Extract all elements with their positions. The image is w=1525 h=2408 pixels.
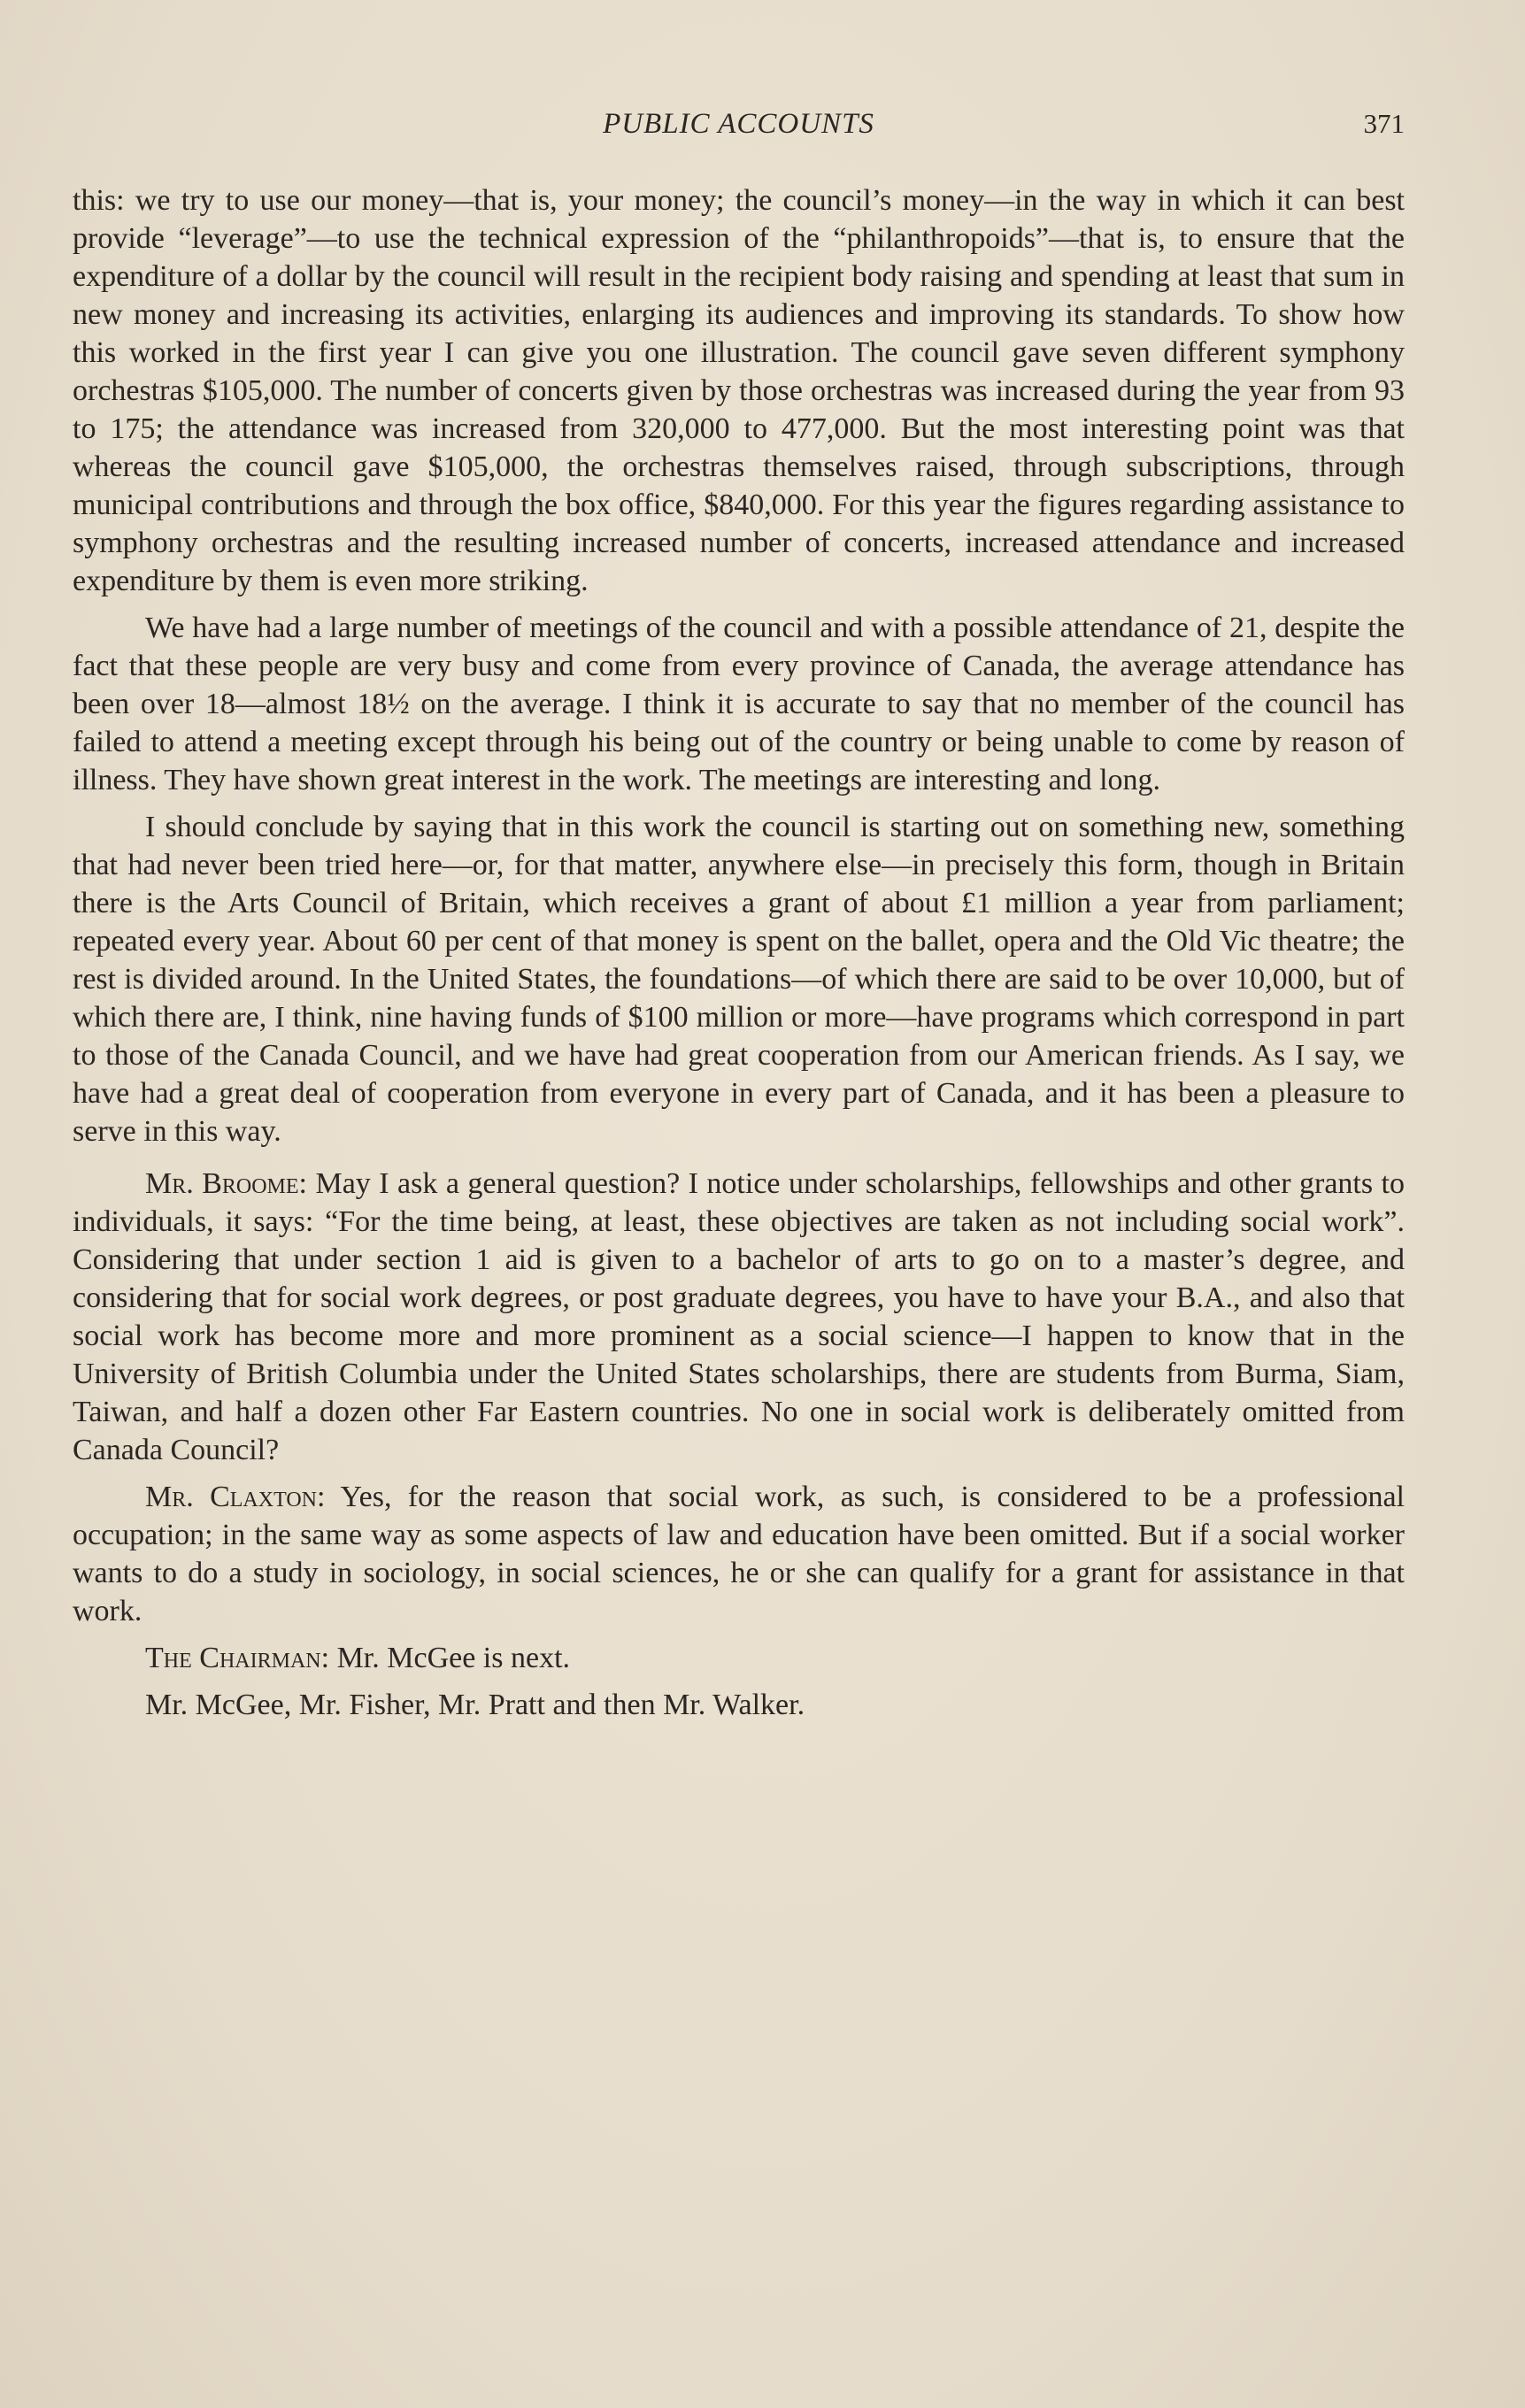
page-number: 371 — [1363, 108, 1405, 139]
running-title: PUBLIC ACCOUNTS — [603, 108, 874, 140]
paragraph-text: We have had a large number of meetings of the council and with a possible attendance of 21, despite the fact that these people are very busy and come from every province of Canada, the average attendance has been over 18—almost 18½ on the average. I think it is accurate to say that no member of the council has failed to attend a meeting except through his being out of the country or being unable to come by reason of illness. They have shown great interest in the work. The meetings are interesting and long. — [73, 612, 1405, 796]
paragraph-text: this: we try to use our money—that is, your money; the council’s money—in the way in which it can best provide “leverage”—to use the technical expression of the “philanthropoids”—that is, to ensure that the expenditure of a dollar by the council will result in the recipient body raising and spending at least that sum in new money and increasing its activities, enlarging its audiences and improving its standards. To show how this worked in the first year I can give you one illustration. The council gave seven different symphony orchestras $105,000. The number of concerts given by those orchestras was increased during the year from 93 to 175; the attendance was increased from 320,000 to 477,000. But the most interesting point was that whereas the council gave $105,000, the orchestras themselves raised, through subscriptions, through municipal contributions and through the box office, $840,000. For this year the figures regarding assistance to symphony orchestras and the resulting increased number of concerts, increased attendance and increased expenditure by them is even more striking. — [73, 184, 1405, 597]
paragraph-text: Mr. McGee, Mr. Fisher, Mr. Pratt and then Mr. Walker. — [145, 1689, 805, 1721]
body-text — [73, 181, 1405, 1733]
paragraph-continued — [73, 181, 1405, 600]
paragraph-text: Yes, for the reason that social work, as such, is considered to be a professional occupation; in the same way as some aspects of law and education have been omitted. But if a social worker wants to do a study in sociology, in social sciences, he or she can qualify for a grant for assistance in that work. — [73, 1481, 1405, 1627]
paragraph-claxton-answer — [73, 1478, 1405, 1630]
speaker-name: Mr. Claxton: — [145, 1481, 326, 1513]
paragraph-text: May I ask a general question? I notice under scholarships, fellowships and other grants to individuals, it says: “For the time being, at least, these objectives are taken as not including social work”. Considering that under section 1 aid is given to a bachelor of arts to go on to a master’s degree, and considering that for social work degrees, or post graduate degrees, you have to have your B.A., and also that social work has become more and more prominent as a social science—I happen to know that in the University of British Columbia under the United States scholarships, there are students from Burma, Siam, Taiwan, and half a dozen other Far Eastern countries. No one in social work is deliberately omitted from Canada Council? — [73, 1167, 1405, 1466]
paragraph-text: I should conclude by saying that in this work the council is starting out on something new, something that had never been tried here—or, for that matter, anywhere else—in precisely this form, though in Britain there is the Arts Council of Britain, which receives a grant of about £1 million a year from parliament; repeated every year. About 60 per cent of that money is spent on the ballet, opera and the Old Vic theatre; the rest is divided around. In the United States, the foundations—of which there are said to be over 10,000, but of which there are, I think, nine having funds of $100 million or more—have programs which correspond in part to those of the Canada Council, and we have had great cooperation from our American friends. As I say, we have had a great deal of cooperation from everyone in every part of Canada, and it has been a pleasure to serve in this way. — [73, 811, 1405, 1148]
page-header — [73, 108, 1405, 152]
paragraph-conclusion — [73, 808, 1405, 1150]
paragraph-meetings — [73, 609, 1405, 799]
speaker-name: Mr. Broome: — [145, 1167, 307, 1200]
paragraph-speaker-list — [73, 1686, 1405, 1724]
paragraph-chairman — [73, 1639, 1405, 1677]
paragraph-broome-question — [73, 1165, 1405, 1469]
paragraph-text: Mr. McGee is next. — [329, 1642, 571, 1674]
speaker-name: The Chairman: — [145, 1642, 330, 1674]
